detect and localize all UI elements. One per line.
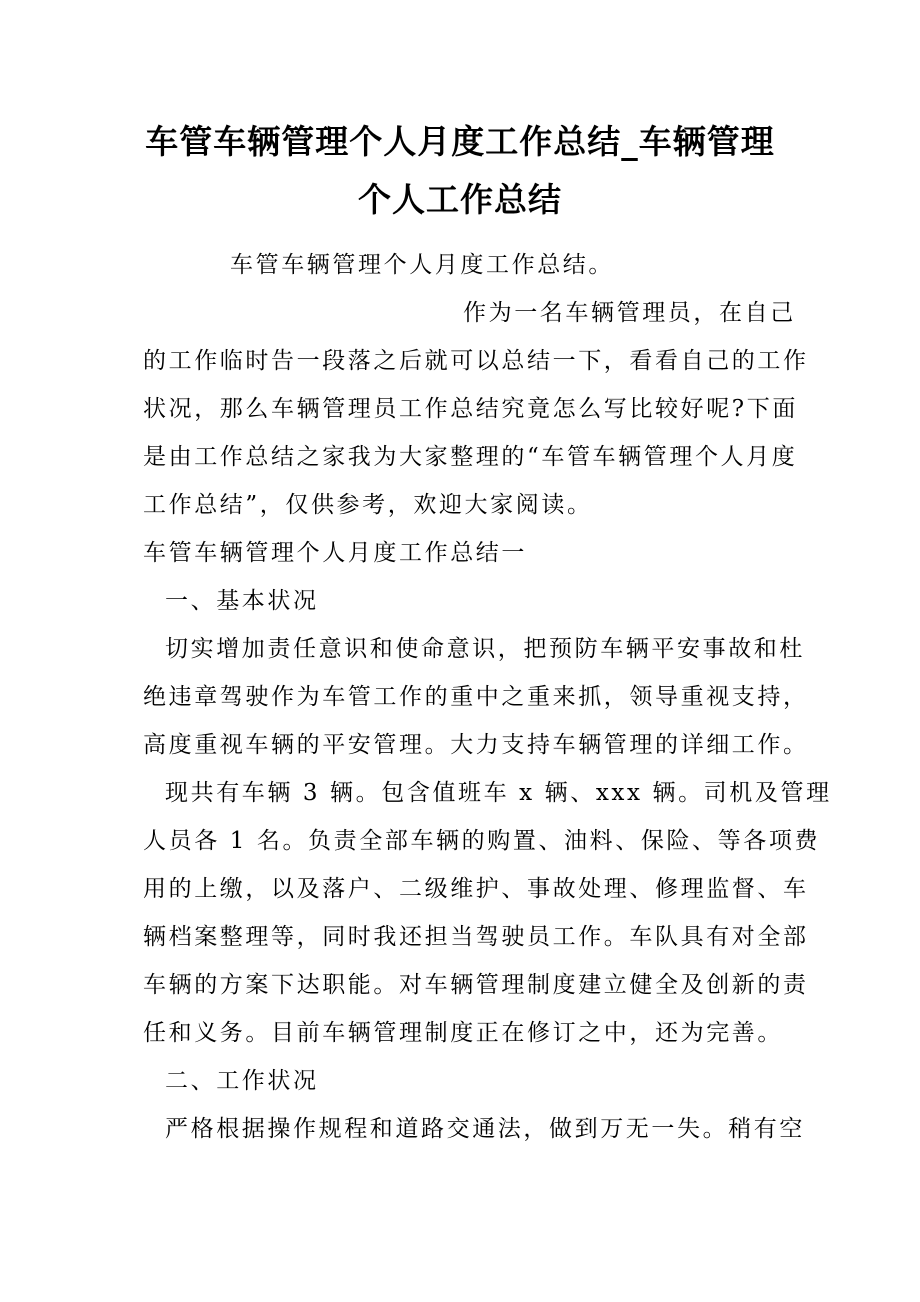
intro-heading: 车管车辆管理个人月度工作总结。	[230, 252, 614, 278]
section-title: 车管车辆管理个人月度工作总结一	[143, 540, 527, 566]
paragraph-line: 工作总结”，仅供参考，欢迎大家阅读。	[143, 492, 593, 518]
paragraph-line: 状况，那么车辆管理员工作总结究竟怎么写比较好呢?下面	[143, 396, 798, 422]
document-title-line-1: 车管车辆管理个人月度工作总结_车辆管理	[145, 122, 775, 161]
paragraph-line: 的工作临时告一段落之后就可以总结一下，看看自己的工作	[143, 348, 809, 374]
paragraph-line: 是由工作总结之家我为大家整理的“车管车辆管理个人月度	[143, 444, 798, 470]
paragraph-line: 现共有车辆 3 辆。包含值班车 x 辆、xxx 辆。司机及管理	[165, 780, 832, 806]
paragraph-line: 切实增加责任意识和使命意识，把预防车辆平安事故和杜	[165, 636, 805, 662]
paragraph-line: 严格根据操作规程和道路交通法，做到万无一失。稍有空	[165, 1116, 805, 1142]
paragraph-line: 车辆的方案下达职能。对车辆管理制度建立健全及创新的责	[143, 972, 809, 998]
paragraph-line: 人员各 1 名。负责全部车辆的购置、油料、保险、等各项费	[143, 828, 821, 854]
document-title-line-2: 个人工作总结	[358, 180, 562, 219]
paragraph-line: 绝违章驾驶作为车管工作的重中之重来抓，领导重视支持，	[143, 684, 809, 710]
section-heading: 二、工作状况	[165, 1068, 319, 1094]
paragraph-line: 辆档案整理等，同时我还担当驾驶员工作。车队具有对全部	[143, 924, 809, 950]
paragraph-line: 用的上缴，以及落户、二级维护、事故处理、修理监督、车	[143, 876, 809, 902]
paragraph-line: 高度重视车辆的平安管理。大力支持车辆管理的详细工作。	[143, 732, 809, 758]
paragraph-line: 任和义务。目前车辆管理制度正在修订之中，还为完善。	[143, 1020, 783, 1046]
paragraph-line: 作为一名车辆管理员，在自己	[463, 300, 796, 326]
section-heading: 一、基本状况	[165, 588, 319, 614]
